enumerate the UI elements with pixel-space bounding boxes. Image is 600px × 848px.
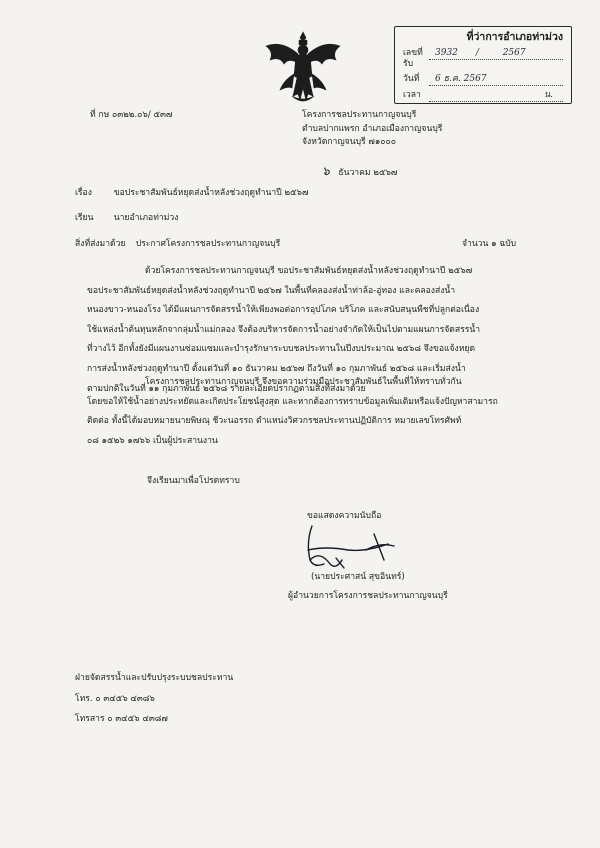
subject-label: เรื่อง <box>75 188 92 198</box>
p2-line: ๐๘ ๑๕๒๖ ๑๗๖๖ เป็นผู้ประสานงาน <box>87 435 218 446</box>
subject-row <box>75 188 308 199</box>
recipient-row <box>75 213 178 224</box>
p1-line: ด้วยโครงการชลประทานกาญจนบุรี ขอประชาสัมพันธ์หยุดส่งน้ำหลังช่วงฤดูทำนาปี ๒๕๖๗ <box>145 266 473 276</box>
stamp-time-label: เวลา <box>403 89 421 100</box>
agency-line-3: จังหวัดกาญจนบุรี ๗๑๐๐๐ <box>302 137 397 148</box>
p1-line: ขอประชาสัมพันธ์หยุดส่งน้ำหลังช่วงฤดูทำนาปี ๒๕๖๗ ในพื้นที่คลองส่งน้ำท่าล้อ-อู่ทอง และคลองส่งน้ำ <box>87 285 456 296</box>
p2-line: ติดต่อ ทั้งนี้ได้มอบหมายนายพิษณุ ชีวะนอรรถ ตำแหน่งวิศวกรชลประทานปฏิบัติการ หมายเลขโทรศัพท์ <box>87 416 462 427</box>
stamp-receipt-label: เลขที่รับ <box>403 48 423 69</box>
stamp-receipt-no: 3932 <box>435 48 458 59</box>
enclosure-row <box>75 239 280 250</box>
signer-name: (นายประศาสน์ สุขอินทร์) <box>311 572 405 582</box>
receiving-stamp <box>394 26 572 104</box>
p2-line: โดยขอให้ใช้น้ำอย่างประหยัดและเกิดประโยชน์สูงสุด และหากต้องการทราบข้อมูลเพิ่มเติมหรือแจ้งปัญหาสามารถ <box>87 396 498 407</box>
body-paragraph-2 <box>87 373 537 451</box>
stamp-receipt-row <box>403 48 563 69</box>
agency-line-1: โครงการชลประทานกาญจนบุรี <box>302 110 417 120</box>
enclosure-label: สิ่งที่ส่งมาด้วย <box>75 239 126 249</box>
letter-date <box>322 164 397 179</box>
stamp-time-row <box>403 90 563 102</box>
p1-line: ใช้แหล่งน้ำต้นทุนหลักจากลุ่มน้ำแม่กลอง จึงต้องบริหารจัดการน้ำอย่างจำกัดให้เป็นไปตามแผนการจัดสรรน้ำ <box>87 324 481 335</box>
recipient-text: นายอำเภอท่าม่วง <box>113 213 179 223</box>
p2-line: โครงการชลประทานกาญจนบุรี จึงขอความร่วมมือประชาสัมพันธ์ในพื้นที่ให้ทราบทั่วกัน <box>145 377 462 387</box>
p1-line: หนองขาว-หนองโรง ได้มีแผนการจัดสรรน้ำให้เพียงพอต่อการอุปโภค บริโภค และสนับสนุนพืชที่ปลูกต่อเนื่อง <box>87 305 480 316</box>
enclosure-quantity: จำนวน ๑ ฉบับ <box>462 239 517 249</box>
signature-icon <box>296 520 406 572</box>
enclosure-text: ประกาศโครงการชลประทานกาญจนบุรี <box>135 239 281 249</box>
p1-line: ที่วางไว้ อีกทั้งยังมีแผนงานซ่อมแซมและบำรุงรักษาระบบชลประทานในปีงบประมาณ ๒๕๖๘ จึงขอแจ้งหยุด <box>87 344 476 355</box>
footer-department: ฝ่ายจัดสรรน้ำและปรับปรุงระบบชลประทาน <box>75 673 234 683</box>
signer-position: ผู้อำนวยการโครงการชลประทานกาญจนบุรี <box>288 591 448 601</box>
p1-line: การส่งน้ำหลังช่วงฤดูทำนาปี ตั้งแต่วันที่ ๑๐ ธันวาคม ๒๕๖๗ ถึงวันที่ ๑๐ กุมภาพันธ์ ๒๕๖๘ และเริ่มส่งน้ำ <box>87 363 466 374</box>
agency-line-2: ตำบลปากแพรก อำเภอเมืองกาญจนบุรี <box>302 123 443 134</box>
stamp-title: ที่ว่าการอำเภอท่าม่วง <box>466 31 563 43</box>
stamp-date-value: 6 ธ.ค. 2567 <box>429 74 563 86</box>
regards-text: ขอแสดงความนับถือ <box>307 511 382 521</box>
footer-telephone: โทร. ๐ ๓๔๕๖ ๔๓๘๖ <box>75 693 155 704</box>
footer-fax: โทรสาร ๐ ๓๔๕๖ ๔๓๘๗ <box>75 714 168 724</box>
stamp-date-row <box>403 74 563 86</box>
contact-footer <box>75 668 233 730</box>
recipient-label: เรียน <box>75 213 94 223</box>
p1-line: ตามปกติในวันที่ ๑๑ กุมภาพันธ์ ๒๕๖๘ รายละเอียดปรากฏตามสิ่งที่ส่งมาด้วย <box>87 383 366 394</box>
document-number: ที่ กษ ๐๓๒๒.๐๖/ ๕๓๗ <box>90 110 173 120</box>
date-month-year: ธันวาคม ๒๕๖๗ <box>338 168 398 178</box>
date-day: ๖ <box>322 164 330 178</box>
garuda-emblem-icon <box>262 30 344 108</box>
subject-text: ขอประชาสัมพันธ์หยุดส่งน้ำหลังช่วงฤดูทำนาปี ๒๕๖๗ <box>113 188 309 198</box>
stamp-receipt-year: 2567 <box>502 48 526 59</box>
stamp-receipt-sep: / <box>475 48 479 59</box>
stamp-receipt-value <box>429 48 563 60</box>
agency-address <box>302 110 442 151</box>
stamp-time-value: น. <box>429 90 563 102</box>
closing-line: จึงเรียนมาเพื่อโปรดทราบ <box>147 476 240 486</box>
stamp-date-label: วันที่ <box>403 73 420 84</box>
